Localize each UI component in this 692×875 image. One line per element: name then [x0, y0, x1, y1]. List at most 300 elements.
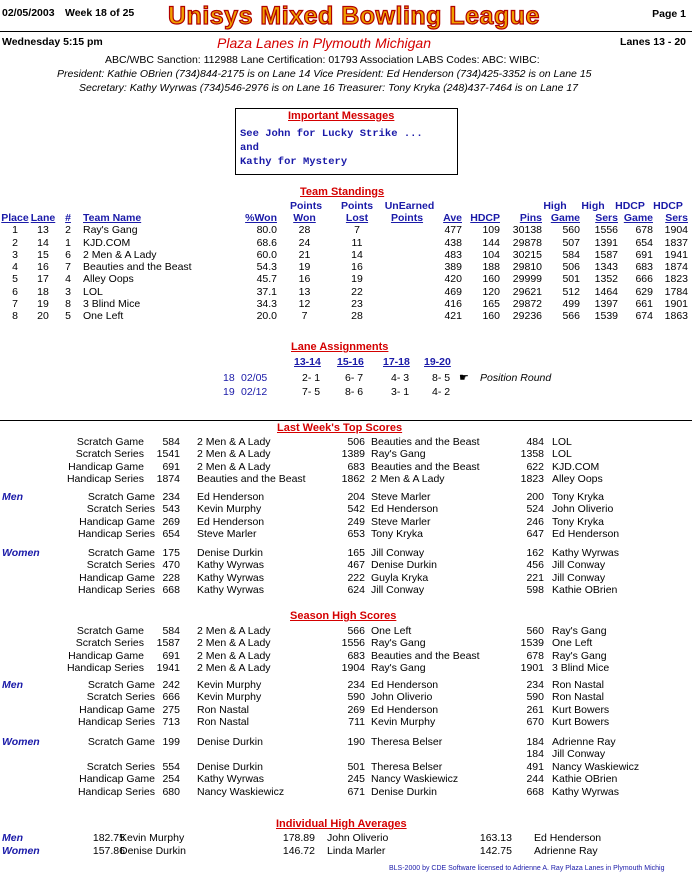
score-name: 3 Blind Mice: [552, 662, 610, 675]
standings-hds-cell: 1874: [664, 261, 688, 274]
group-label: Women: [2, 736, 40, 748]
important-messages-box: [235, 108, 458, 175]
lane-assignments-title: Lane Assignments: [291, 341, 389, 353]
standings-pct-cell: 68.6: [256, 236, 277, 249]
score-name: Denise Durkin: [371, 785, 437, 798]
score-name: John Oliverio: [552, 503, 614, 516]
score-name: Kathy Wyrwas: [552, 785, 620, 798]
standings-pins-cell: 29810: [512, 261, 542, 274]
standings-hdg-cell: 629: [635, 285, 653, 298]
league-title: Unisys Mixed Bowling League: [168, 2, 540, 30]
standings-pins-cell: 29621: [512, 285, 542, 298]
standings-pct-cell: 37.1: [256, 285, 277, 298]
high-game-header-top: High: [543, 200, 567, 212]
score-name: Kathy Wyrwas: [197, 773, 265, 786]
score-category-label: Handicap Series: [77, 584, 155, 597]
report-date: 02/05/2003: [2, 7, 55, 19]
score-name: Guyla Kryka: [371, 571, 429, 584]
lane-match: 8- 6: [345, 386, 364, 398]
lane-week-date: 02/05: [241, 372, 268, 384]
standings-hdg-cell: 674: [635, 310, 653, 323]
standings-pct-cell: 80.0: [256, 224, 277, 237]
score-value: 666: [162, 691, 180, 704]
week-label: Week 18 of 25: [65, 7, 135, 19]
score-name: LOL: [552, 448, 572, 461]
standings-lane-cell: 15: [37, 248, 49, 261]
standings-pins-cell: 29872: [512, 298, 542, 311]
standings-hs-cell: 1391: [594, 236, 618, 249]
score-name: Ray's Gang: [371, 662, 426, 675]
high-series-header-top: High: [581, 200, 605, 212]
standings-hg-cell: 499: [562, 298, 580, 311]
score-value: 246: [526, 515, 544, 528]
day-time: Wednesday 5:15 pm: [2, 36, 103, 48]
score-category-label: Scratch Series: [86, 691, 155, 704]
score-value: 1901: [520, 662, 544, 675]
standings-hdcp-cell: 120: [482, 285, 500, 298]
score-name: 2 Men & A Lady: [197, 649, 271, 662]
standings-lost-cell: 28: [351, 310, 363, 323]
standings-title: Team Standings: [300, 186, 385, 198]
score-value: 524: [526, 503, 544, 516]
score-name: Ray's Gang: [552, 649, 607, 662]
standings-place-cell: 4: [12, 261, 18, 274]
standings-row: [0, 261, 688, 273]
standings-row: [0, 310, 688, 322]
standings-team-cell: Alley Oops: [83, 273, 134, 286]
standings-pct-cell: 54.3: [256, 261, 277, 274]
score-category-label: Scratch Series: [86, 559, 155, 572]
average-value: 157.86: [92, 845, 125, 857]
score-category-label: Handicap Game: [79, 571, 155, 584]
score-value: 456: [526, 559, 544, 572]
standings-hds-cell: 1901: [664, 298, 688, 311]
standings-row: [0, 249, 688, 261]
score-name: Tony Kryka: [552, 515, 604, 528]
score-name: Adrienne Ray: [552, 736, 616, 748]
standings-lane-cell: 19: [37, 298, 49, 311]
standings-hdcp-cell: 104: [482, 248, 500, 261]
standings-place-cell: 6: [12, 285, 18, 298]
score-name: John Oliverio: [371, 691, 433, 704]
standings-hdg-cell: 661: [635, 298, 653, 311]
score-name: Denise Durkin: [197, 736, 263, 748]
lane-pair-header: 13-14: [294, 356, 321, 368]
standings-header-row: [0, 212, 688, 224]
score-value: 1539: [520, 637, 544, 650]
messages-title: Important Messages: [288, 110, 395, 122]
score-name: Steve Marler: [197, 528, 257, 541]
score-value: 470: [162, 559, 180, 572]
pins-header: Pins: [519, 212, 542, 224]
standings-won-cell: 21: [298, 248, 311, 261]
lane-match: 3- 1: [391, 386, 410, 398]
standings-row: [0, 224, 688, 236]
group-label: Men: [2, 491, 23, 503]
score-name: KJD.COM: [552, 460, 600, 473]
standings-unearned-cell: [382, 261, 432, 273]
score-name: Beauties and the Beast: [371, 649, 480, 662]
standings-pct-cell: 34.3: [256, 298, 277, 311]
score-value: 678: [526, 649, 544, 662]
standings-lane-cell: 16: [37, 261, 49, 274]
score-value: 199: [162, 736, 180, 748]
score-name: LOL: [552, 436, 572, 448]
score-name: Kevin Murphy: [197, 691, 262, 704]
standings-ave-cell: 420: [444, 273, 462, 286]
unearned-header: Points: [390, 212, 424, 224]
standings-row: [0, 237, 688, 249]
score-value: 566: [347, 625, 365, 637]
standings-won-cell: 13: [298, 285, 311, 298]
sanction-line: ABC/WBC Sanction: 112988 Lane Certification: 01793 Association LABS Codes: ABC: WIBC:: [105, 54, 540, 66]
score-category-label: Handicap Series: [77, 528, 155, 541]
score-value: 1874: [156, 473, 180, 486]
score-category-label: Scratch Series: [75, 637, 144, 650]
score-name: Ed Henderson: [197, 515, 265, 528]
score-category-label: Handicap Series: [77, 785, 155, 798]
points-lost-header-top: Points: [340, 200, 374, 212]
score-value: 713: [162, 716, 180, 729]
score-value: 590: [526, 691, 544, 704]
score-value: 162: [526, 547, 544, 559]
message-line: See John for Lucky Strike ...: [240, 128, 423, 140]
group-label: Men: [2, 832, 23, 844]
standings-unearned-cell: [382, 249, 432, 261]
score-value: 691: [162, 460, 180, 473]
score-value: 683: [347, 460, 365, 473]
score-value: 228: [162, 571, 180, 584]
score-name: Kurt Bowers: [552, 703, 610, 716]
standings-table: [0, 212, 688, 323]
standings-hds-cell: 1784: [664, 285, 688, 298]
standings-team-cell: One Left: [83, 310, 124, 323]
score-value: 542: [347, 503, 365, 516]
score-value: 491: [526, 760, 544, 773]
score-name: Jill Conway: [552, 748, 606, 761]
score-value: 654: [162, 528, 180, 541]
score-name: Kathie OBrien: [552, 773, 618, 786]
lane-week-date: 02/12: [241, 386, 268, 398]
standings-won-cell: 24: [298, 236, 311, 249]
standings-team-cell: Ray's Gang: [83, 224, 138, 237]
standings-row: [0, 286, 688, 298]
average-value: 146.72: [282, 845, 315, 857]
score-name: Theresa Belser: [371, 760, 443, 773]
score-value: 245: [347, 773, 365, 786]
group-label: Women: [2, 547, 40, 559]
standings-hg-cell: 506: [562, 261, 580, 274]
score-name: Kathy Wyrwas: [552, 547, 620, 559]
standings-hs-cell: 1397: [594, 298, 618, 311]
score-name: Ron Nastal: [197, 703, 249, 716]
standings-unearned-cell: [382, 310, 432, 322]
standings-ave-cell: 483: [444, 248, 462, 261]
score-value: 671: [347, 785, 365, 798]
score-name: Ed Henderson: [552, 528, 620, 541]
standings-hdg-cell: 666: [635, 273, 653, 286]
score-value: 1904: [341, 662, 365, 675]
page-number: Page 1: [652, 8, 686, 20]
standings-hs-cell: 1464: [594, 285, 618, 298]
standings-row: [0, 273, 688, 285]
lane-match: 7- 5: [302, 386, 321, 398]
standings-hds-cell: 1823: [664, 273, 688, 286]
standings-pins-cell: 30138: [512, 224, 542, 237]
standings-lane-cell: 17: [37, 273, 49, 286]
score-value: 484: [526, 436, 544, 448]
score-category-label: Scratch Game: [76, 625, 144, 637]
score-name: Nancy Waskiewicz: [197, 785, 285, 798]
lanes-range: Lanes 13 - 20: [620, 36, 686, 48]
score-name: Ron Nastal: [197, 716, 249, 729]
standings-lost-cell: 11: [351, 236, 363, 249]
score-name: Denise Durkin: [197, 760, 263, 773]
score-name: Ed Henderson: [197, 491, 265, 503]
location: Plaza Lanes in Plymouth Michigan: [217, 35, 432, 51]
score-value: 184: [526, 748, 544, 761]
standings-row: [0, 298, 688, 310]
score-category-label: Handicap Series: [66, 662, 144, 675]
score-value: 668: [162, 584, 180, 597]
standings-ave-cell: 416: [444, 298, 462, 311]
score-name: Ray's Gang: [552, 625, 607, 637]
score-name: Kathy Wyrwas: [197, 559, 265, 572]
average-name: Denise Durkin: [120, 845, 186, 857]
standings-num-cell: 6: [65, 248, 71, 261]
average-value: 142.75: [479, 845, 512, 857]
high-series-header: Sers: [595, 212, 618, 224]
score-category-label: Scratch Series: [86, 760, 155, 773]
standings-num-cell: 7: [65, 261, 71, 274]
lane-match: 4- 2: [432, 386, 451, 398]
score-value: 711: [348, 716, 365, 729]
standings-place-cell: 5: [12, 273, 18, 286]
standings-team-cell: KJD.COM: [83, 236, 131, 249]
score-name: Ed Henderson: [371, 703, 439, 716]
standings-ave-cell: 469: [444, 285, 462, 298]
hdcp-series-header-top: HDCP: [653, 200, 683, 212]
score-name: Beauties and the Beast: [371, 436, 480, 448]
score-name: Kathy Wyrwas: [197, 571, 265, 584]
standings-team-cell: LOL: [83, 285, 103, 298]
score-category-label: Scratch Series: [86, 503, 155, 516]
standings-lane-cell: 20: [37, 310, 49, 323]
score-name: One Left: [552, 637, 593, 650]
score-value: 165: [347, 547, 365, 559]
score-value: 590: [347, 691, 365, 704]
standings-unearned-cell: [382, 286, 432, 298]
score-name: Steve Marler: [371, 515, 431, 528]
standings-pct-cell: 20.0: [256, 310, 277, 323]
score-value: 598: [526, 584, 544, 597]
pointing-hand-icon: ☛: [459, 372, 469, 384]
score-value: 1823: [520, 473, 544, 486]
score-name: 2 Men & A Lady: [371, 473, 445, 486]
average-header: Ave: [443, 212, 462, 224]
lane-note: Position Round: [480, 372, 552, 384]
score-category-label: Scratch Game: [76, 436, 144, 448]
standings-ave-cell: 389: [444, 261, 462, 274]
score-name: Kathy Wyrwas: [197, 584, 265, 597]
score-name: Jill Conway: [552, 559, 606, 572]
average-name: Ed Henderson: [534, 832, 602, 844]
score-value: 269: [347, 703, 365, 716]
score-name: Kevin Murphy: [197, 503, 262, 516]
standings-hdcp-cell: 160: [482, 273, 500, 286]
lane-pair-header: 17-18: [383, 356, 410, 368]
score-value: 1389: [341, 448, 365, 461]
lane-header: Lane: [30, 212, 56, 224]
standings-won-cell: 28: [298, 224, 311, 237]
officers-line-2: Secretary: Kathy Wyrwas (734)546-2976 is on Lane 16 Treasurer: Tony Kryka (248)437-7464 is on Lane 17: [79, 82, 579, 94]
score-category-label: Handicap Series: [77, 716, 155, 729]
lane-match: 6- 7: [345, 372, 364, 384]
hdcp-header: HDCP: [470, 212, 500, 224]
score-value: 543: [162, 503, 180, 516]
standings-hs-cell: 1539: [594, 310, 618, 323]
score-value: 680: [162, 785, 180, 798]
standings-pct-cell: 45.7: [256, 273, 277, 286]
lane-pair-header: 19-20: [424, 356, 451, 368]
standings-hg-cell: 560: [562, 224, 580, 237]
score-name: Tony Kryka: [371, 528, 423, 541]
standings-hdcp-cell: 109: [482, 224, 500, 237]
score-category-label: Scratch Game: [87, 547, 155, 559]
score-value: 234: [347, 679, 365, 691]
score-value: 622: [526, 460, 544, 473]
score-value: 668: [526, 785, 544, 798]
score-value: 467: [347, 559, 365, 572]
score-name: 2 Men & A Lady: [197, 625, 271, 637]
points-won-header-top: Points: [289, 200, 323, 212]
standings-pins-cell: 30215: [512, 248, 542, 261]
standings-unearned-cell: [382, 224, 432, 236]
score-name: Ron Nastal: [552, 691, 604, 704]
high-game-header: Game: [550, 212, 580, 224]
score-name: Kurt Bowers: [552, 716, 610, 729]
standings-hdcp-cell: 188: [482, 261, 500, 274]
standings-hg-cell: 566: [562, 310, 580, 323]
score-name: Ron Nastal: [552, 679, 604, 691]
standings-team-cell: Beauties and the Beast: [83, 261, 192, 274]
standings-team-cell: 3 Blind Mice: [83, 298, 141, 311]
score-category-label: Handicap Series: [66, 473, 144, 486]
standings-hg-cell: 584: [562, 248, 580, 261]
score-name: Kevin Murphy: [197, 679, 262, 691]
score-value: 1541: [156, 448, 180, 461]
score-name: Tony Kryka: [552, 491, 604, 503]
score-value: 1556: [341, 637, 365, 650]
score-name: Kathie OBrien: [552, 584, 618, 597]
score-value: 221: [526, 571, 544, 584]
hdcp-game-header-top: HDCP: [615, 200, 645, 212]
standings-lost-cell: 23: [351, 298, 363, 311]
standings-ave-cell: 477: [444, 224, 462, 237]
standings-won-cell: 19: [298, 261, 311, 274]
standings-num-cell: 4: [65, 273, 71, 286]
standings-won-cell: 16: [298, 273, 311, 286]
score-value: 234: [162, 491, 180, 503]
standings-lane-cell: 13: [37, 224, 49, 237]
standings-lane-cell: 18: [37, 285, 49, 298]
score-value: 647: [526, 528, 544, 541]
score-category-label: Handicap Game: [79, 773, 155, 786]
standings-ave-cell: 438: [444, 236, 462, 249]
score-value: 683: [347, 649, 365, 662]
standings-hdcp-cell: 144: [482, 236, 500, 249]
standings-lane-cell: 14: [37, 236, 49, 249]
standings-place-cell: 8: [12, 310, 18, 323]
score-name: 2 Men & A Lady: [197, 448, 271, 461]
lane-match: 2- 1: [302, 372, 321, 384]
lane-week-number: 18: [223, 372, 235, 384]
standings-num-cell: 5: [65, 310, 71, 323]
score-value: 670: [526, 716, 544, 729]
score-name: Theresa Belser: [371, 736, 443, 748]
score-name: Denise Durkin: [197, 547, 263, 559]
standings-unearned-cell: [382, 298, 432, 310]
score-value: 1862: [341, 473, 365, 486]
place-header: Place: [1, 212, 29, 224]
standings-hds-cell: 1904: [664, 224, 688, 237]
standings-lost-cell: 14: [351, 248, 363, 261]
standings-hds-cell: 1941: [664, 248, 688, 261]
standings-hs-cell: 1556: [594, 224, 618, 237]
score-value: 560: [526, 625, 544, 637]
standings-place-cell: 3: [12, 248, 18, 261]
standings-num-cell: 3: [65, 285, 71, 298]
score-value: 1941: [156, 662, 180, 675]
score-name: Ray's Gang: [371, 448, 426, 461]
score-name: 2 Men & A Lady: [197, 637, 271, 650]
won-pct-header: %Won: [245, 212, 277, 224]
score-name: Steve Marler: [371, 491, 431, 503]
standings-hds-cell: 1863: [664, 310, 688, 323]
standings-hs-cell: 1343: [594, 261, 618, 274]
standings-num-cell: 1: [65, 236, 71, 249]
score-name: Beauties and the Beast: [371, 460, 480, 473]
score-name: Jill Conway: [371, 547, 425, 559]
score-value: 190: [347, 736, 365, 748]
score-name: Jill Conway: [552, 571, 606, 584]
standings-lost-cell: 22: [351, 285, 363, 298]
standings-place-cell: 2: [12, 236, 18, 249]
score-name: Ed Henderson: [371, 679, 439, 691]
standings-unearned-cell: [382, 237, 432, 249]
software-footer: BLS-2000 by CDE Software licensed to Adrienne A. Ray Plaza Lanes in Plymouth Michig: [389, 865, 665, 872]
score-value: 1587: [156, 637, 180, 650]
score-category-label: Handicap Game: [68, 649, 144, 662]
standings-hdg-cell: 683: [635, 261, 653, 274]
standings-hg-cell: 501: [562, 273, 580, 286]
standings-pins-cell: 29999: [512, 273, 542, 286]
score-value: 275: [162, 703, 180, 716]
score-value: 242: [162, 679, 180, 691]
score-value: 204: [347, 491, 365, 503]
score-category-label: Handicap Game: [79, 515, 155, 528]
standings-hdcp-cell: 160: [482, 310, 500, 323]
score-value: 200: [526, 491, 544, 503]
score-value: 624: [347, 584, 365, 597]
standings-hg-cell: 507: [562, 236, 580, 249]
score-category-label: Handicap Game: [68, 460, 144, 473]
standings-hg-cell: 512: [562, 285, 580, 298]
score-name: Alley Oops: [552, 473, 603, 486]
last-week-title: Last Week's Top Scores: [277, 422, 403, 434]
group-label: Women: [2, 845, 40, 857]
score-value: 261: [526, 703, 544, 716]
